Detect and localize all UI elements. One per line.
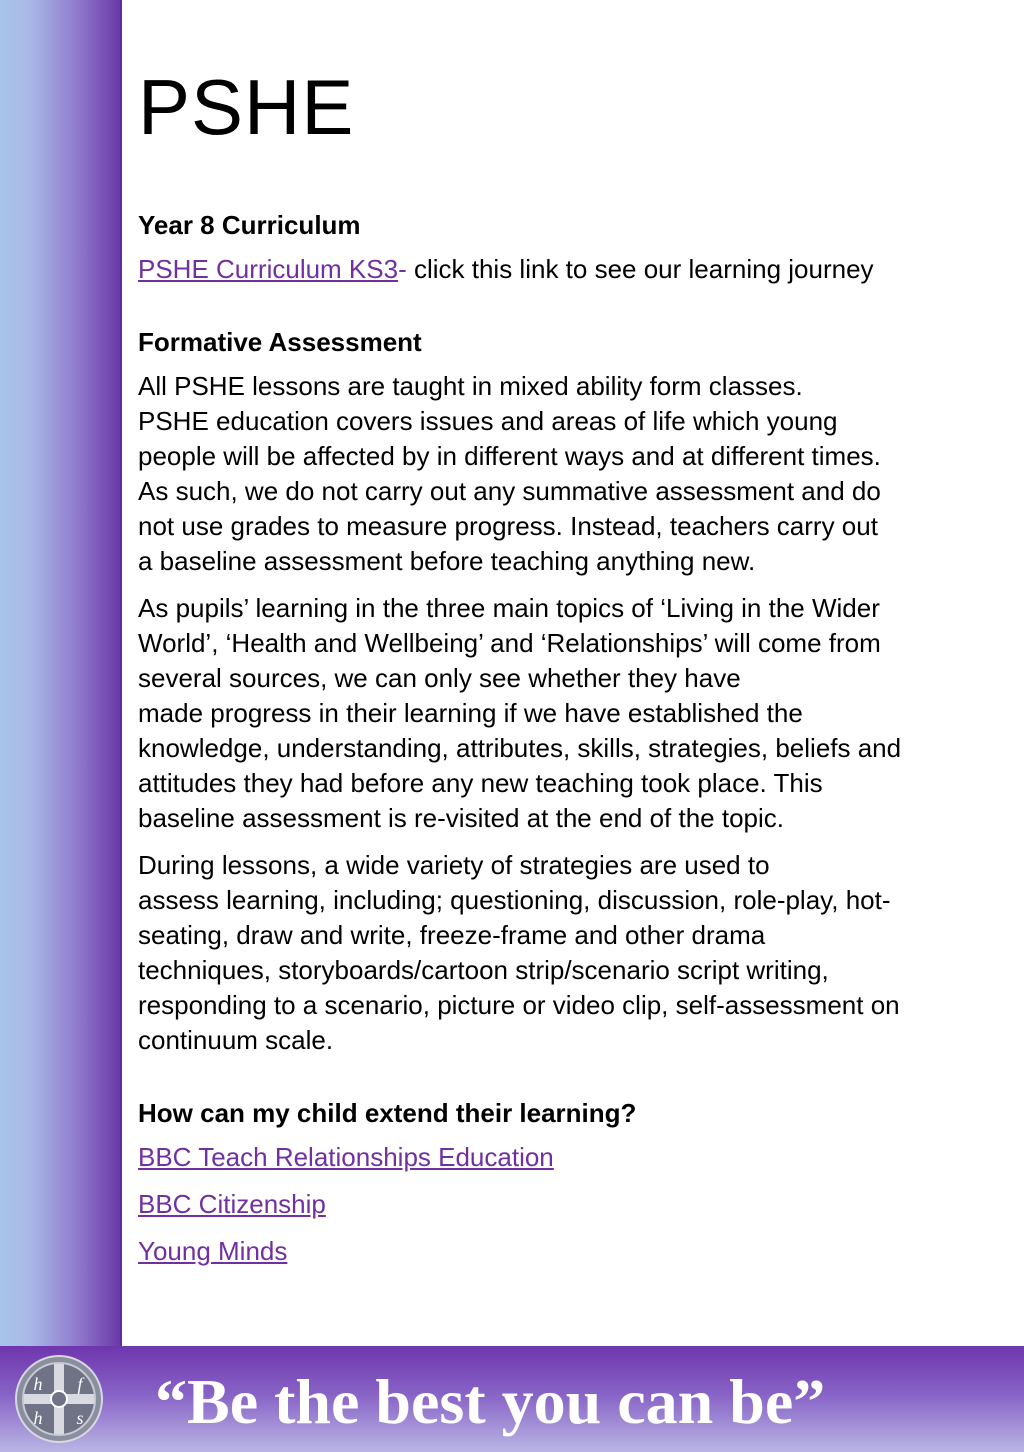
pshe-curriculum-link[interactable]: PSHE Curriculum KS3: [138, 254, 399, 284]
curriculum-link-line: [138, 252, 1008, 287]
main-content: [138, 62, 1008, 1281]
logo-letter: s: [76, 1408, 84, 1428]
bbc-teach-relationships-link[interactable]: BBC Teach Relationships Education: [138, 1142, 554, 1172]
assessment-heading: Formative Assessment: [138, 327, 422, 357]
link-separator: -: [398, 254, 407, 284]
page-title: PSHE: [138, 63, 355, 151]
text-line: attitudes they had before any new teaching took place. This: [138, 768, 823, 798]
text-line: baseline assessment is re-visited at the end of the topic.: [138, 803, 785, 833]
text-line: continuum scale.: [138, 1025, 334, 1055]
text-line: several sources, we can only see whether they have: [138, 663, 741, 693]
school-motto: “Be the best you can be”: [155, 1366, 826, 1437]
curriculum-heading: Year 8 Curriculum: [138, 210, 361, 240]
text-line: a baseline assessment before teaching anything new.: [138, 546, 756, 576]
text-line: seating, draw and write, freeze-frame and other drama: [138, 920, 766, 950]
young-minds-link[interactable]: Young Minds: [138, 1236, 288, 1266]
resource-links: [138, 1140, 1008, 1269]
logo-letter: h: [33, 1408, 43, 1428]
school-crest-logo: [14, 1354, 104, 1444]
extend-learning-heading: How can my child extend their learning?: [138, 1098, 637, 1128]
text-line: responding to a scenario, picture or video clip, self-assessment on: [138, 990, 900, 1020]
text-line: As pupils’ learning in the three main topics of ‘Living in the Wider: [138, 593, 880, 623]
text-line: PSHE education covers issues and areas of life which young: [138, 406, 838, 436]
sidebar-decoration: [0, 0, 122, 1346]
text-line: techniques, storyboards/cartoon strip/scenario script writing,: [138, 955, 829, 985]
footer-banner: [0, 1346, 1024, 1452]
curriculum-link-description: click this link to see our learning journey: [406, 254, 874, 284]
text-line: As such, we do not carry out any summative assessment and do: [138, 476, 881, 506]
text-line: All PSHE lessons are taught in mixed ability form classes.: [138, 371, 803, 401]
assessment-paragraph-1: [138, 369, 1008, 579]
text-line: knowledge, understanding, attributes, skills, strategies, beliefs and: [138, 733, 902, 763]
assessment-paragraph-3: [138, 848, 1008, 1058]
assessment-paragraph-2: [138, 591, 1008, 836]
text-line: World’, ‘Health and Wellbeing’ and ‘Relationships’ will come from: [138, 628, 881, 658]
logo-letter: h: [33, 1374, 43, 1394]
text-line: assess learning, including; questioning, discussion, role-play, hot-: [138, 885, 891, 915]
text-line: made progress in their learning if we have established the: [138, 698, 803, 728]
bbc-citizenship-link[interactable]: BBC Citizenship: [138, 1189, 326, 1219]
logo-letter: f: [77, 1374, 83, 1394]
text-line: people will be affected by in different ways and at different times.: [138, 441, 881, 471]
text-line: During lessons, a wide variety of strategies are used to: [138, 850, 770, 880]
text-line: not use grades to measure progress. Instead, teachers carry out: [138, 511, 878, 541]
